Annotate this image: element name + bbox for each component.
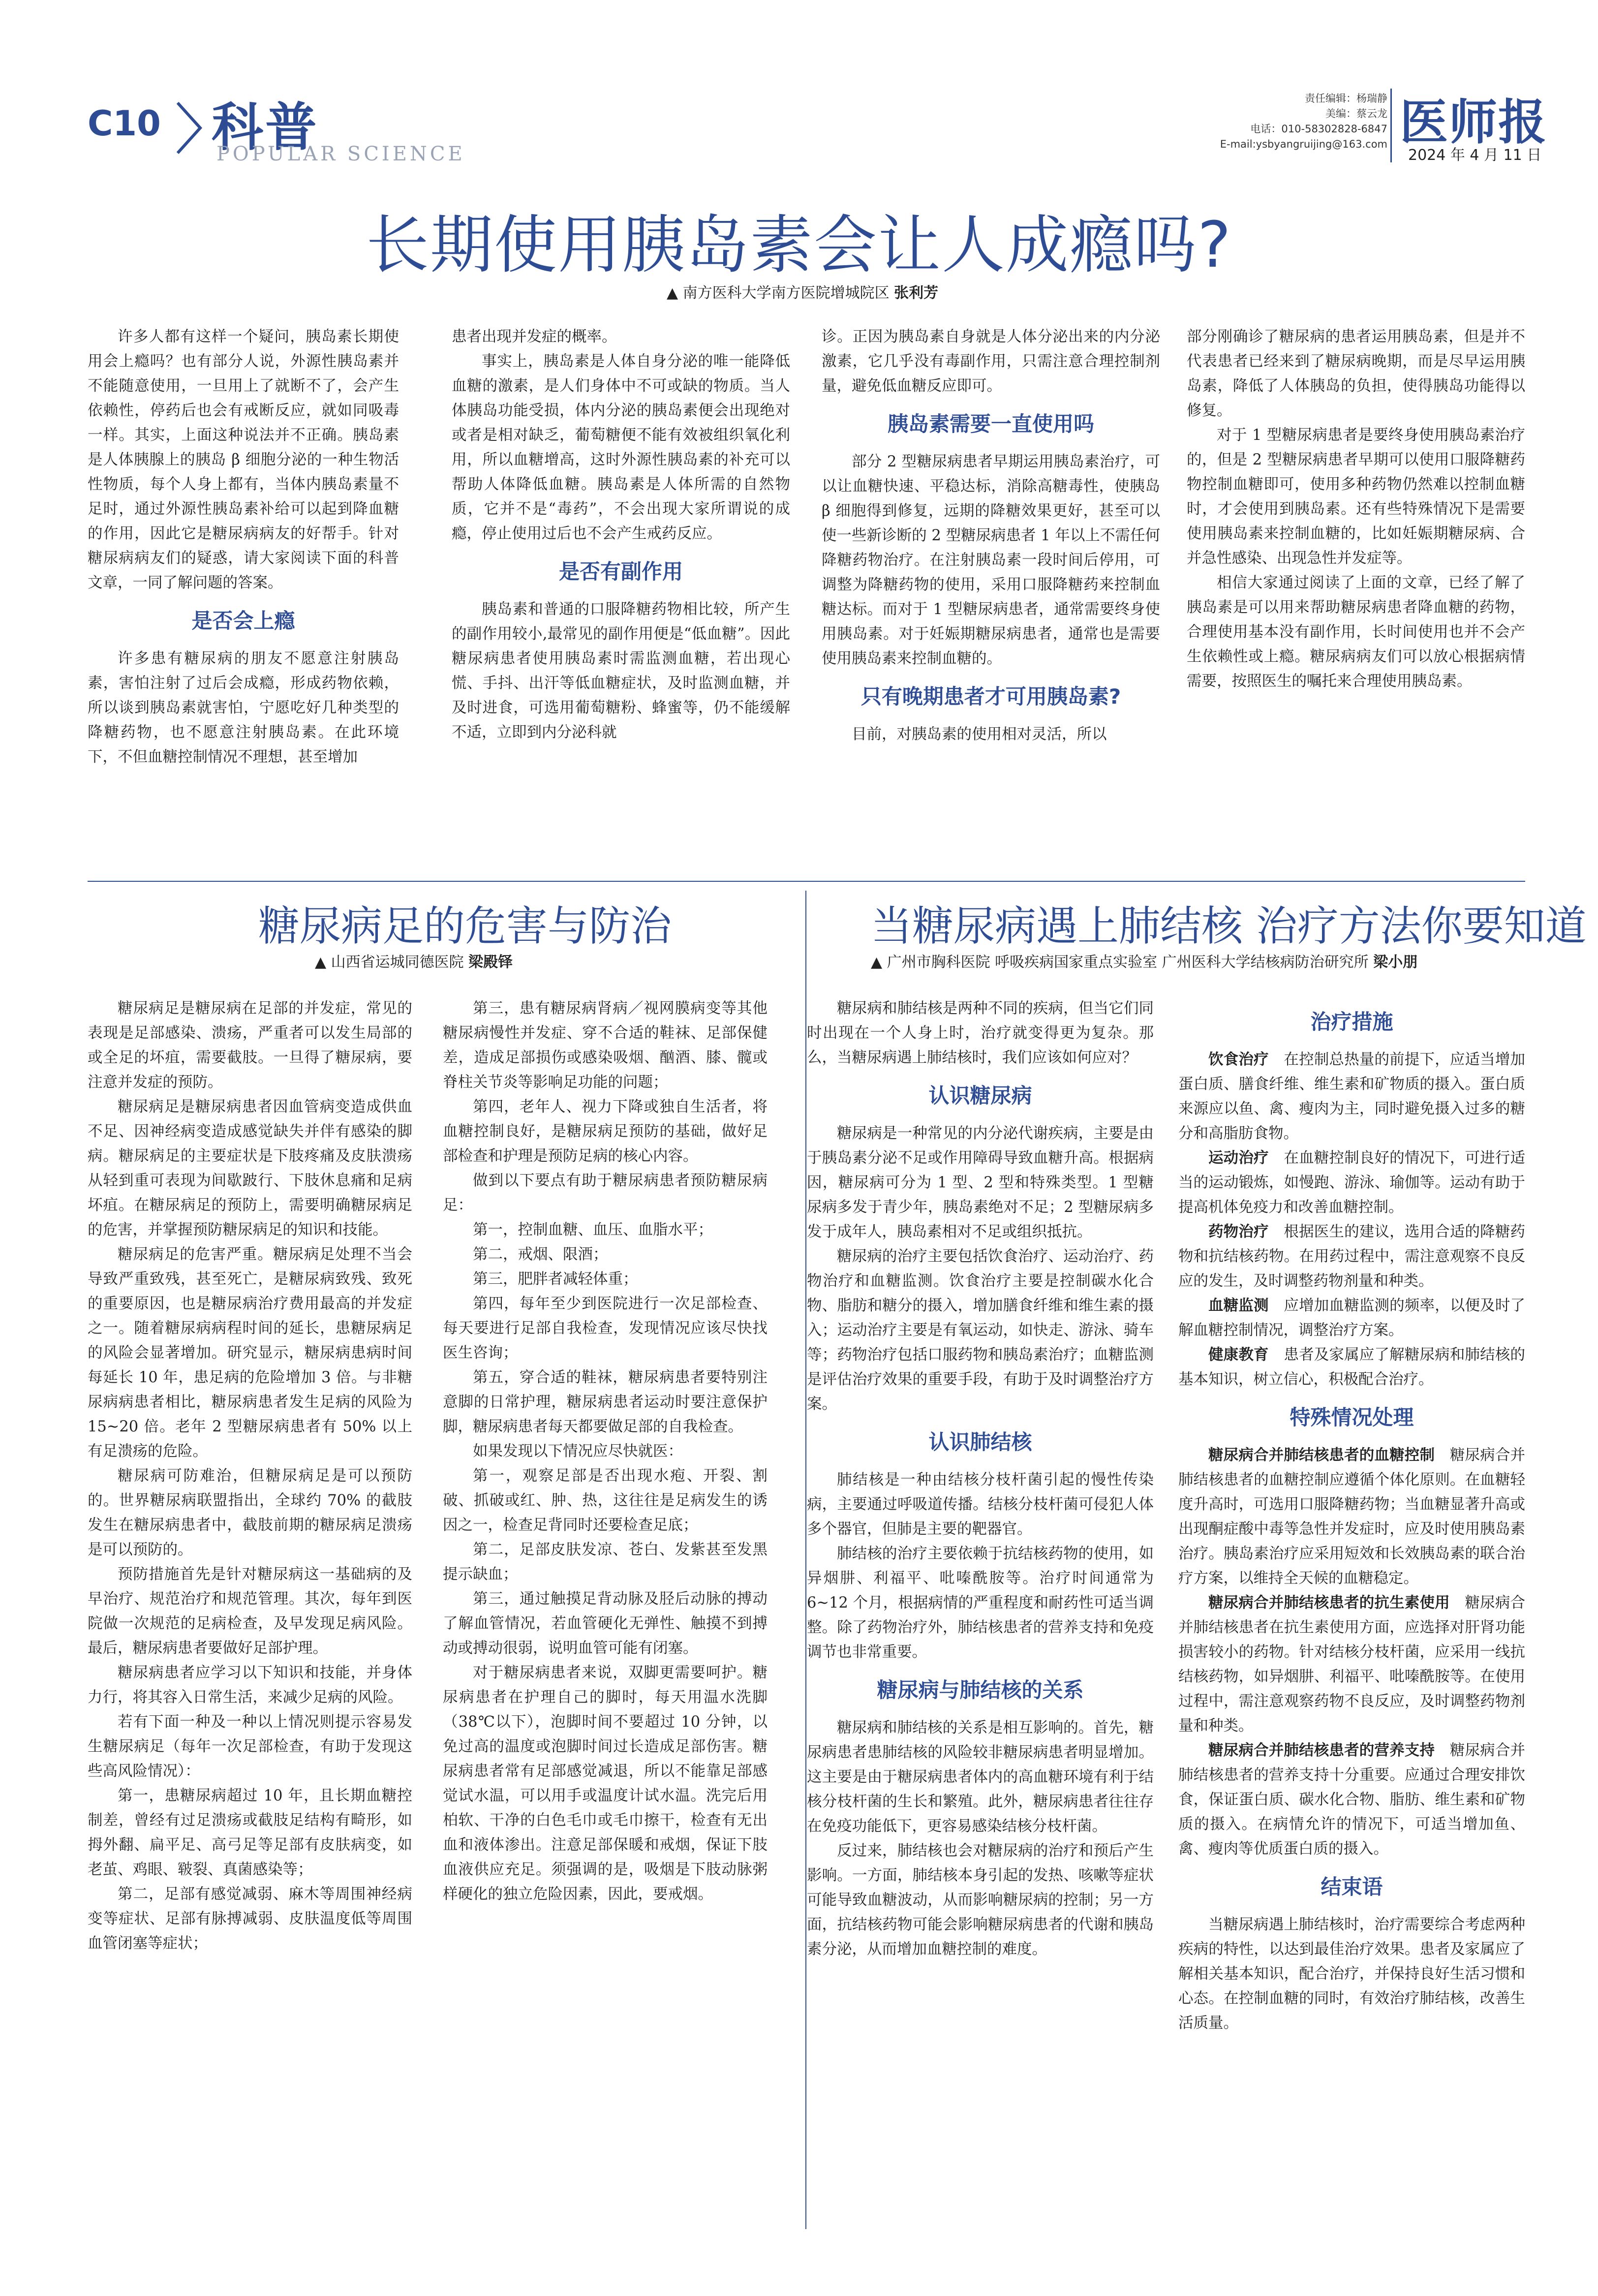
article1-title: 长期使用胰岛素会让人成瘾吗? xyxy=(366,209,1232,282)
chevron-right-icon xyxy=(175,101,204,155)
article3-col2 xyxy=(1178,996,1525,2036)
article2-col2 xyxy=(443,996,768,1907)
article3-author: 梁小朋 xyxy=(1373,954,1418,971)
subheading: 认识糖尿病 xyxy=(928,1084,1032,1108)
list-item: 第二，戒烟、限酒； xyxy=(473,1246,608,1263)
paragraph xyxy=(1178,1294,1525,1343)
paragraph: 患者出现并发症的概率。 xyxy=(452,328,617,345)
paragraph-text: 患者及家属应了解糖尿病和肺结核的基本知识，树立信心，积极配合治疗。 xyxy=(1178,1346,1526,1388)
paragraph xyxy=(1178,1048,1525,1146)
list-item: 第一，控制血糖、血压、血脂水平； xyxy=(473,1221,713,1239)
paragraph: 反过来，肺结核也会对糖尿病的治疗和预后产生影响。一方面，肺结核本身引起的发热、咳嗽等症状可能导致血糖波动，从而影响糖尿病的控制；另一方面，抗结核药物可能会影响糖尿病患者的代谢和胰岛素分泌，从而增加血糖控制的难度。 xyxy=(807,1842,1154,1958)
paragraph: 如果发现以下情况应尽快就医： xyxy=(473,1443,683,1460)
paragraph: 糖尿病患者应学习以下知识和技能，并身体力行，将其容入日常生活，来减少足病的风险。 xyxy=(88,1664,412,1706)
paragraph: 第四，老年人、视力下降或独自生活者，将血糖控制良好，是糖尿病足预防的基础，做好足部检查和护理是预防足病的核心内容。 xyxy=(443,1098,768,1165)
paragraph: 许多患有糖尿病的朋友不愿意注射胰岛素，害怕注射了过后会成瘾，形成药物依赖，所以谈到胰岛素就害怕，宁愿吃好几种类型的降糖药物，也不愿意注射胰岛素。在此环境下，不但血糖控制情况不理想，甚至增加 xyxy=(88,650,399,766)
article3-byline-org: ▲ 广州市胸科医院 呼吸疾病国家重点实验室 广州医科大学结核病防治研究所 xyxy=(871,954,1369,971)
article2-author: 梁殿铎 xyxy=(468,954,513,971)
article2-byline xyxy=(315,950,513,971)
section-title: 科普 xyxy=(212,97,319,157)
list-item: 第四，每年至少到医院进行一次足部检查、每天要进行足部自我检查，发现情况应该尽快找医生咨询； xyxy=(443,1295,768,1362)
article1-author: 张利芳 xyxy=(894,284,939,302)
paragraph-text: 在血糖控制良好的情况下，可进行适当的运动锻炼，如慢跑、游泳、瑜伽等。运动有助于提高机体免疫力和改善血糖控制。 xyxy=(1178,1149,1526,1216)
paragraph xyxy=(1178,1220,1525,1294)
paragraph-text: 糖尿病合并肺结核患者的血糖控制应遵循个体化原则。在血糖轻度升高时，可选用口服降糖药物；当血糖显著升高或出现酮症酸中毒等急性并发症时，应及时使用胰岛素治疗。胰岛素治疗应采用短效和长效胰岛素的联合治疗方案，以维持全天候的血糖稳定。 xyxy=(1178,1447,1526,1587)
subheading: 胰岛素需要一直使用吗 xyxy=(887,412,1094,436)
paragraph: 对于 1 型糖尿病患者是要终身使用胰岛素治疗的，但是 2 型糖尿病患者早期可以使用口服降糖药物控制血糖即可，使用多种药物仍然难以控制血糖时，才会使用到胰岛素。还有些特殊情况下是需要使用胰岛素来控制血糖的，比如妊娠期糖尿病、合并急性感染、出现急性并发症等。 xyxy=(1187,427,1525,567)
paragraph: 部分刚确诊了糖尿病的患者运用胰岛素，但是并不代表患者已经来到了糖尿病晚期，而是尽早运用胰岛素，降低了人体胰岛的负担，使得胰岛功能得以修复。 xyxy=(1187,328,1525,419)
paragraph xyxy=(1178,1146,1525,1220)
list-item: 第五，穿合适的鞋袜，糖尿病患者要特别注意脚的日常护理，糖尿病患者运动时要注意保护脚，糖尿病患者每天都要做足部的自我检查。 xyxy=(443,1369,768,1435)
paragraph: 预防措施首先是针对糖尿病这一基础病的及早治疗、规范治疗和规范管理。其次，每年到医院做一次规范的足病检查，及早发现足病风险。最后，糖尿病患者要做好足部护理。 xyxy=(88,1566,412,1657)
paragraph: 目前，对胰岛素的使用相对灵活，所以 xyxy=(852,726,1107,743)
editor-line: 责任编辑：杨瑞静 xyxy=(1305,93,1387,104)
subheading: 糖尿病与肺结核的关系 xyxy=(877,1678,1084,1702)
lead-term: 糖尿病合并肺结核患者的血糖控制 xyxy=(1208,1447,1435,1464)
masthead-logo: 医师报 xyxy=(1400,94,1548,151)
paragraph: 诊。正因为胰岛素自身就是人体分泌出来的内分泌激素，它几乎没有毒副作用，只需注意合理控制剂量，避免低血糖反应即可。 xyxy=(822,328,1160,395)
paragraph-text: 糖尿病合并肺结核患者在抗生素使用方面，应选择对肝肾功能损害较小的药物。针对结核分枝杆菌，应采用一线抗结核药物，如异烟肼、利福平、吡嗪酰胺等。在使用过程中，需注意观察药物不良反应，及时调整药物剂量和种类。 xyxy=(1178,1594,1526,1735)
list-item: 第三，肥胖者减轻体重； xyxy=(473,1271,638,1288)
subheading: 只有晚期患者才可用胰岛素? xyxy=(860,684,1121,709)
paragraph xyxy=(1178,1738,1525,1862)
list-item: 第三，通过触摸足背动脉及胫后动脉的搏动了解血管情况，若血管硬化无弹性、触摸不到搏动或搏动很弱，说明血管可能有闭塞。 xyxy=(443,1590,768,1657)
phone-line: 电话：010-58302828-6847 xyxy=(1250,123,1387,135)
paragraph: 糖尿病是一种常见的内分泌代谢疾病，主要是由于胰岛素分泌不足或作用障碍导致血糖升高。根据病因，糖尿病可分为 1 型、2 型和特殊类型。1 型糖尿病多发于青少年，胰岛素绝对不足；2 型糖尿病多发于成年人，胰岛素相对不足或组织抵抗。 xyxy=(807,1125,1154,1241)
lead-term: 糖尿病合并肺结核患者的营养支持 xyxy=(1208,1742,1435,1759)
article1-byline xyxy=(667,280,938,302)
paragraph xyxy=(1178,1443,1525,1591)
paragraph: 糖尿病的治疗主要包括饮食治疗、运动治疗、药物治疗和血糖监测。饮食治疗主要是控制碳水化合物、脂肪和糖分的摄入，增加膳食纤维和维生素的摄入；运动治疗主要是有氧运动，如快走、游泳、骑车等；药物治疗包括口服药物和胰岛素治疗；血糖监测是评估治疗效果的重要手段，有助于及时调整治疗方案。 xyxy=(807,1248,1154,1413)
paragraph-text: 在控制总热量的前提下，应适当增加蛋白质、膳食纤维、维生素和矿物质的摄入。蛋白质来源应以鱼、禽、瘦肉为主，同时避免摄入过多的糖分和高脂肪食物。 xyxy=(1178,1051,1526,1142)
paragraph: 糖尿病足的危害严重。糖尿病足处理不当会导致严重致残，甚至死亡，是糖尿病致残、致死的重要原因，也是糖尿病治疗费用最高的并发症之一。随着糖尿病病程时间的延长，患糖尿病足的风险会显著增加。研究显示，糖尿病患病时间每延长 10 年，患足病的危险增加 3 倍。与非糖尿病病患者相比，糖尿病患者发生足病的风险为 15~20 倍。老年 2 型糖尿病患者有 50% 以上有足溃疡的危险。 xyxy=(88,1246,412,1460)
article2-byline-org: ▲ 山西省运城同德医院 xyxy=(315,954,464,971)
paragraph: 糖尿病足是糖尿病患者因血管病变造成供血不足、因神经病变造成感觉缺失并伴有感染的脚病。糖尿病足的主要症状是下肢疼痛及皮肤溃疡从轻到重可表现为间歇跛行、下肢休息痛和足病坏疽。在糖尿病足的预防上，需要明确糖尿病足的危害，并掌握预防糖尿病足的知识和技能。 xyxy=(88,1098,412,1239)
paragraph-text: 根据医生的建议，选用合适的降糖药物和抗结核药物。在用药过程中，需注意观察不良反应的发生，及时调整药物剂量和种类。 xyxy=(1178,1223,1526,1290)
paragraph: 许多人都有这样一个疑问，胰岛素长期使用会上瘾吗？也有部分人说，外源性胰岛素并不能随意使用，一旦用上了就断不了，会产生依赖性，停药后也会有戒断反应，就如同吸毒一样。其实，上面这种说法并不正确。胰岛素是人体胰腺上的胰岛 β 细胞分泌的一种生物活性物质，每个人身上都有，当体内胰岛素量不足时，通过外源性胰岛素补给可以起到降血糖的作用，因此它是糖尿病病友的好帮手。针对糖尿病病友们的疑惑，请大家阅读下面的科普文章，一同了解问题的答案。 xyxy=(88,328,399,591)
paragraph-text: 应增加血糖监测的频率，以便及时了解血糖控制情况，调整治疗方案。 xyxy=(1178,1297,1526,1339)
subheading: 认识肺结核 xyxy=(928,1430,1032,1454)
list-item: 第一，观察足部是否出现水疱、开裂、割破、抓破或红、肿、热，这往往是足病发生的诱因之一，检查足背同时还要检查足底； xyxy=(443,1467,768,1534)
paragraph: 若有下面一种及一种以上情况则提示容易发生糖尿病足（每年一次足部检查，有助于发现这些高风险情况）： xyxy=(88,1713,412,1780)
page-number: C10 xyxy=(88,103,161,144)
article2-title: 糖尿病足的危害与防治 xyxy=(258,902,672,950)
subheading: 治疗措施 xyxy=(1310,1010,1393,1034)
paragraph: 糖尿病可防难治，但糖尿病足是可以预防的。世界糖尿病联盟指出，全球约 70% 的截肢发生在糖尿病患者中，截肢前期的糖尿病足溃疡是可以预防的。 xyxy=(88,1467,412,1558)
page-header xyxy=(0,0,1598,177)
lead-term: 健康教育 xyxy=(1208,1346,1269,1364)
subheading: 是否有副作用 xyxy=(558,559,683,584)
paragraph xyxy=(1178,1591,1525,1738)
section-subtitle: POPULAR SCIENCE xyxy=(216,143,465,165)
list-item: 第二，足部皮肤发凉、苍白、发紫甚至发黑提示缺血； xyxy=(443,1541,768,1583)
article1-col4 xyxy=(1187,325,1525,694)
section-divider xyxy=(88,881,1525,882)
article1-col1 xyxy=(88,325,399,770)
lead-term: 饮食治疗 xyxy=(1208,1051,1269,1068)
masthead-divider xyxy=(1390,89,1392,162)
issue-date: 2024 年 4 月 11 日 xyxy=(1408,147,1542,164)
lead-term: 药物治疗 xyxy=(1208,1223,1269,1241)
article1-col3 xyxy=(822,325,1160,747)
paragraph-text: 糖尿病合并肺结核患者的营养支持十分重要。应通过合理安排饮食，保证蛋白质、碳水化合物、脂肪、维生素和矿物质的摄入。在病情允许的情况下，可适当增加鱼、禽、瘦肉等优质蛋白质的摄入。 xyxy=(1178,1742,1526,1858)
subheading: 结束语 xyxy=(1321,1875,1383,1899)
paragraph: 第二，足部有感觉减弱、麻木等周围神经病变等症状、足部有脉搏减弱、皮肤温度低等周围血管闭塞等症状； xyxy=(88,1886,412,1952)
lead-term: 运动治疗 xyxy=(1208,1149,1269,1167)
paragraph: 相信大家通过阅读了上面的文章，已经了解了胰岛素是可以用来帮助糖尿病患者降血糖的药物，合理使用基本没有副作用，长时间使用也并不会产生依赖性或上瘾。糖尿病病友们可以放心根据病情需要，按照医生的嘱托来合理使用胰岛素。 xyxy=(1187,574,1525,690)
paragraph: 肺结核的治疗主要依赖于抗结核药物的使用，如异烟肼、利福平、吡嗪酰胺等。治疗时间通常为 6~12 个月，根据病情的严重程度和耐药性可适当调整。除了药物治疗外，肺结核患者的营养支持和免疫调节也非常重要。 xyxy=(807,1545,1154,1661)
paragraph: 第一，患糖尿病超过 10 年，且长期血糖控制差，曾经有过足溃疡或截肢足结构有畸形，如拇外翻、扁平足、高弓足等足部有皮肤病变，如老茧、鸡眼、皲裂、真菌感染等； xyxy=(88,1787,412,1878)
editor-info xyxy=(1200,91,1387,152)
paragraph: 对于糖尿病患者来说，双脚更需要呵护。糖尿病患者在护理自己的脚时，每天用温水洗脚（38℃以下），泡脚时间不要超过 10 分钟，以免过高的温度或泡脚时间过长造成足部伤害。糖尿病患者常有足部感觉减退，所以不能靠足部感觉试水温，可以用手或温度计试水温。洗完后用柏软、干净的白色毛巾或毛巾擦干，检查有无出血和液体渗出。注意足部保暖和戒烟，保证下肢血液供应充足。须强调的是，吸烟是下肢动脉粥样硬化的独立危险因素，因此，要戒烟。 xyxy=(443,1664,768,1903)
paragraph xyxy=(1178,1343,1525,1392)
article1-col2 xyxy=(452,325,790,745)
paragraph: 事实上，胰岛素是人体自身分泌的唯一能降低血糖的激素，是人们身体中不可或缺的物质。当人体胰岛功能受损，体内分泌的胰岛素便会出现绝对或者是相对缺乏，葡萄糖便不能有效被组织氧化利用，所以血糖增高，这时外源性胰岛素的补充可以帮助人体降低血糖。胰岛素是人体所需的自然物质，它并不是“毒药”，不会出现大家所谓说的成瘾，停止使用过后也不会产生戒药反应。 xyxy=(452,353,790,542)
column-divider xyxy=(805,891,806,2229)
paragraph: 第三，患有糖尿病肾病／视网膜病变等其他糖尿病慢性并发症、穿不合适的鞋袜、足部保健差，造成足部损伤或感染吸烟、酗酒、膝、髋或脊柱关节炎等影响足功能的问题； xyxy=(443,1000,768,1091)
article2-col1 xyxy=(88,996,412,1956)
paragraph: 做到以下要点有助于糖尿病患者预防糖尿病足： xyxy=(443,1172,768,1214)
lead-term: 糖尿病合并肺结核患者的抗生素使用 xyxy=(1208,1594,1450,1612)
subheading: 特殊情况处理 xyxy=(1290,1405,1414,1429)
article1-byline-org: ▲ 南方医科大学南方医院增城院区 xyxy=(667,284,890,302)
paragraph: 糖尿病和肺结核的关系是相互影响的。首先，糖尿病患者患肺结核的风险较非糖尿病患者明显增加。这主要是由于糖尿病患者体内的高血糖环境有利于结核分枝杆菌的生长和繁殖。此外，糖尿病患者往往存在免疫功能低下，更容易感染结核分枝杆菌。 xyxy=(807,1719,1154,1835)
email-line: E-mail:ysbyangruijing@163.com xyxy=(1220,138,1387,150)
article3-col1 xyxy=(807,996,1154,1962)
subheading: 是否会上瘾 xyxy=(191,609,295,633)
paragraph: 糖尿病足是糖尿病在足部的并发症，常见的表现是足部感染、溃疡，严重者可以发生局部的或全足的坏疽，需要截肢。一旦得了糖尿病，要注意并发症的预防。 xyxy=(88,1000,412,1091)
paragraph: 肺结核是一种由结核分枝杆菌引起的慢性传染病，主要通过呼吸道传播。结核分枝杆菌可侵犯人体多个器官，但肺是主要的靶器官。 xyxy=(807,1471,1154,1538)
paragraph: 部分 2 型糖尿病患者早期运用胰岛素治疗，可以让血糖快速、平稳达标，消除高糖毒性，使胰岛 β 细胞得到修复，远期的降糖效果更好，甚至可以使一些新诊断的 2 型糖尿病患者 1 年以上不需任何降糖药物治疗。在注射胰岛素一段时间后停用，可调整为降糖药物的使用，采用口服降糖药来控制血糖达标。而对于 1 型糖尿病患者，通常需要终身使用胰岛素。对于妊娠期糖尿病患者，通常也是需要使用胰岛素来控制血糖的。 xyxy=(822,453,1160,667)
lead-term: 血糖监测 xyxy=(1208,1297,1269,1314)
designer-line: 美编：蔡云龙 xyxy=(1325,108,1387,120)
paragraph: 糖尿病和肺结核是两种不同的疾病，但当它们同时出现在一个人身上时，治疗就变得更为复杂。那么，当糖尿病遇上肺结核时，我们应该如何应对？ xyxy=(807,1000,1154,1066)
article3-byline xyxy=(871,950,1417,971)
paragraph: 当糖尿病遇上肺结核时，治疗需要综合考虑两种疾病的特性，以达到最佳治疗效果。患者及家属应了解相关基本知识，配合治疗，并保持良好生活习惯和心态。在控制血糖的同时，有效治疗肺结核，改善生活质量。 xyxy=(1178,1916,1525,2032)
article3-title: 当糖尿病遇上肺结核 治疗方法你要知道 xyxy=(871,902,1587,950)
paragraph: 胰岛素和普通的口服降糖药物相比较，所产生的副作用较小,最常见的副作用便是“低血糖”。因此糖尿病患者使用胰岛素时需监测血糖，若出现心慌、手抖、出汗等低血糖症状，及时监测血糖，并及时进食，可选用葡萄糖粉、蜂蜜等，仍不能缓解不适，立即到内分泌科就 xyxy=(452,601,790,741)
